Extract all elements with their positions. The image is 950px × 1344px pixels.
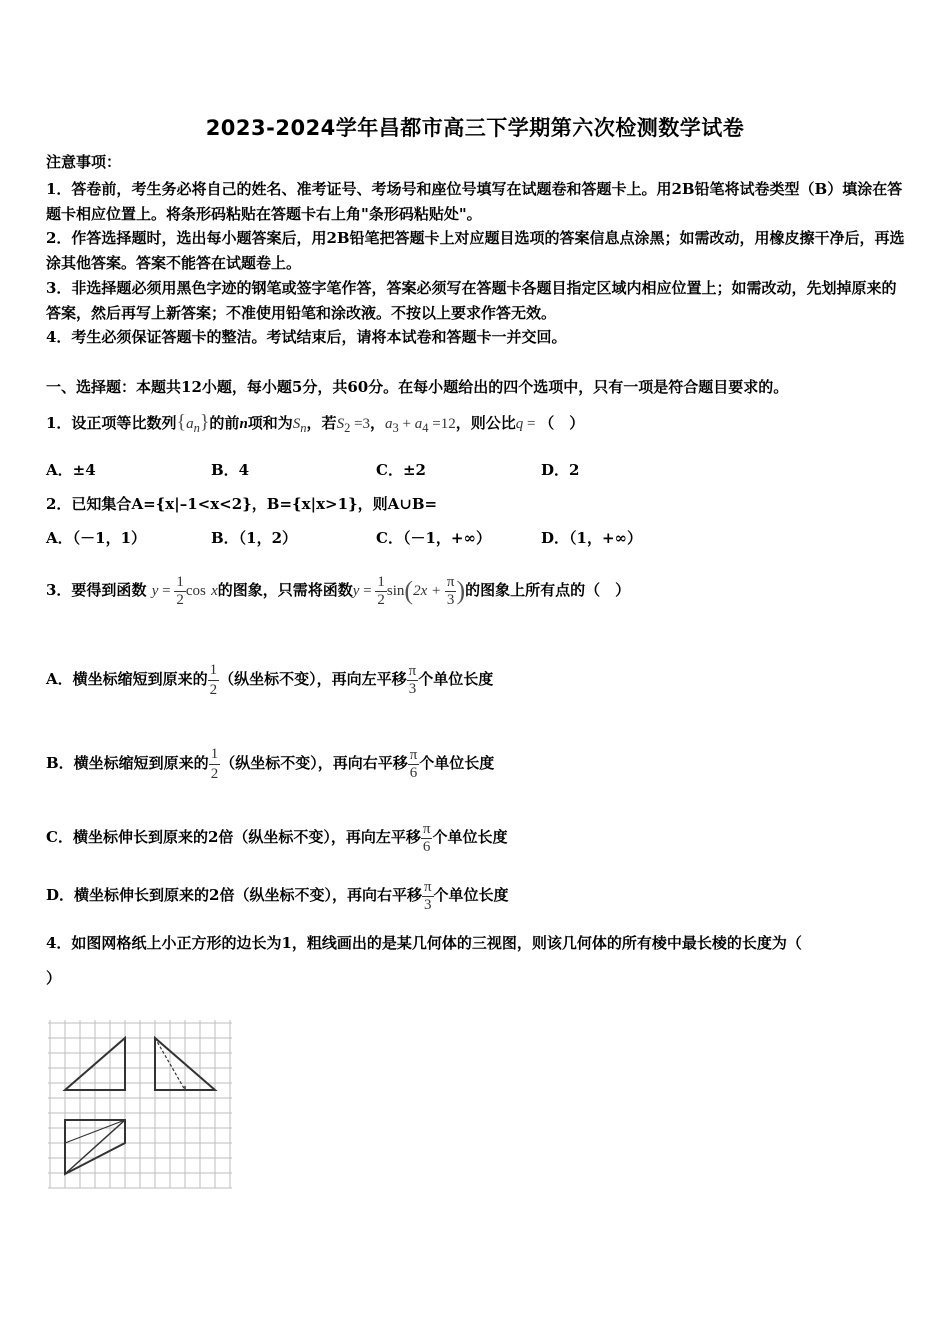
q1-q: q bbox=[515, 416, 524, 432]
q3-d-shift-den: 3 bbox=[423, 896, 432, 913]
q3-f1-eq: = bbox=[158, 583, 175, 599]
left-brace-icon: { bbox=[176, 411, 187, 433]
page-title: 2023-2024学年昌都市高三下学期第六次检测数学试卷 bbox=[205, 116, 745, 140]
q3-d-shift bbox=[422, 879, 434, 914]
section-heading: 一、选择题：本题共12小题，每小题5分，共60分。在每小题给出的四个选项中，只有一项是符合题目要求的。 bbox=[46, 378, 789, 396]
q1-plus: + bbox=[398, 416, 415, 432]
q1-cond1-sub: 2 bbox=[344, 421, 351, 435]
q3-f2-pi: π bbox=[446, 573, 455, 590]
right-paren-icon: ) bbox=[456, 576, 466, 605]
q1-tail: （ ） bbox=[539, 414, 585, 432]
q3-b-frac-den: 2 bbox=[210, 765, 219, 782]
q2-option-d[interactable]: D．（1，+∞） bbox=[541, 529, 643, 547]
q2-option-c[interactable]: C．（－1，+∞） bbox=[376, 529, 491, 547]
q3-c-shift bbox=[421, 821, 433, 856]
q2-option-a[interactable]: A．（－1，1） bbox=[46, 529, 147, 547]
three-view-figure bbox=[46, 1014, 236, 1194]
notice-item-3: 3．非选择题必须用黑色字迹的钢笔或签字笔作答，答案必须写在答题卡各题目指定区域内相应位置上；如需改动，先划掉原来的答案，然后再写上新答案；不准使用铅笔和涂改液。不按以上要求作答无效。 bbox=[46, 279, 897, 322]
question-3 bbox=[46, 570, 630, 611]
q3-f1-num: 1 bbox=[176, 573, 184, 590]
q3-a-shift-num: π bbox=[408, 662, 417, 679]
q1-seq: a bbox=[186, 416, 194, 432]
q3-f2-arg: 2x + bbox=[413, 583, 445, 599]
q3-b-mid: （纵坐标不变），再向右平移 bbox=[220, 754, 408, 772]
q3-f2-pden: 3 bbox=[446, 591, 455, 608]
q3-f2-den: 2 bbox=[377, 591, 385, 608]
q3-f2-y: y bbox=[352, 583, 360, 599]
q1-mid3: ，若 bbox=[306, 414, 337, 432]
q3-option-d[interactable] bbox=[46, 873, 509, 917]
q3-f1-fn: cos bbox=[185, 583, 206, 599]
q3-b-shift bbox=[408, 747, 420, 782]
q3-c-shift-den: 6 bbox=[422, 838, 431, 855]
q3-f2-fn: sin bbox=[386, 583, 405, 599]
q3-option-c[interactable] bbox=[46, 815, 507, 859]
q1-option-a[interactable]: A．±4 bbox=[46, 461, 96, 479]
q1-cond2a-sub: 3 bbox=[392, 421, 399, 435]
notice-item-4: 4．考生必须保证答题卡的整洁。考试结束后，请将本试卷和答题卡一并交回。 bbox=[46, 328, 567, 346]
q3-f1-x: x bbox=[211, 583, 218, 599]
question-2: 2．已知集合A={x|–1<x<2}，B={x|x>1}，则A∪B= bbox=[46, 495, 438, 513]
q2-option-b[interactable]: B．（1，2） bbox=[211, 529, 298, 547]
q3-b-shift-num: π bbox=[409, 746, 418, 763]
q3-f2-frac bbox=[375, 574, 387, 609]
q3-f2-eq: = bbox=[359, 583, 376, 599]
q3-a-mid: （纵坐标不变），再向左平移 bbox=[219, 670, 407, 688]
q3-b-tail: 个单位长度 bbox=[419, 754, 495, 772]
q1-n: n bbox=[239, 416, 248, 432]
q3-b-shift-den: 6 bbox=[409, 764, 418, 781]
q1-option-b[interactable]: B．4 bbox=[211, 461, 250, 479]
left-paren-icon: ( bbox=[404, 576, 414, 605]
q1-option-c[interactable]: C．±2 bbox=[376, 461, 426, 479]
q1-cond2b: a bbox=[414, 416, 423, 432]
q3-d-shift-num: π bbox=[423, 878, 432, 895]
q3-a-label: A．横坐标缩短到原来的 bbox=[46, 670, 208, 688]
q3-a-tail: 个单位长度 bbox=[418, 670, 494, 688]
grid-lines bbox=[48, 1020, 232, 1188]
q3-d-tail: 个单位长度 bbox=[433, 886, 509, 904]
q1-mid5: ，则公比 bbox=[455, 414, 516, 432]
q3-tail: 的图象上所有点的（ ） bbox=[465, 581, 631, 599]
q1-cond2a: a bbox=[385, 416, 393, 432]
question-1 bbox=[46, 412, 584, 438]
q3-d-label: D．横坐标伸长到原来的2倍（纵坐标不变），再向右平移 bbox=[46, 886, 422, 904]
q3-f1-y: y bbox=[151, 583, 159, 599]
q3-c-shift-num: π bbox=[422, 820, 431, 837]
q3-a-shift-den: 3 bbox=[408, 680, 417, 697]
q3-a-frac-num: 1 bbox=[208, 661, 220, 681]
q3-f1-frac bbox=[174, 574, 186, 609]
q1-cond2-rest: =12 bbox=[428, 416, 456, 432]
q3-a-shift bbox=[407, 663, 419, 698]
q1-mid1: 的前 bbox=[209, 414, 240, 432]
q1-seq-sub: n bbox=[193, 421, 200, 435]
q1-prefix: 1．设正项等比数列 bbox=[46, 414, 177, 432]
q1-cond2b-sub: 4 bbox=[422, 421, 429, 435]
q1-mid2: 项和为 bbox=[247, 414, 293, 432]
q3-prefix: 3．要得到函数 bbox=[46, 581, 147, 599]
q3-c-tail: 个单位长度 bbox=[432, 828, 508, 846]
question-4-cont: ） bbox=[46, 969, 62, 987]
q3-f2-pi-frac bbox=[445, 574, 457, 609]
q3-option-a[interactable] bbox=[46, 650, 493, 708]
notice-item-1: 1．答卷前，考生务必将自己的姓名、准考证号、考场号和座位号填写在试题卷和答题卡上。用2B铅笔将试卷类型（B）填涂在答题卡相应位置上。将条形码粘贴在答题卡右上角"条形码粘贴处"。 bbox=[46, 180, 903, 223]
q3-c-label: C．横坐标伸长到原来的2倍（纵坐标不变），再向左平移 bbox=[46, 828, 421, 846]
q3-a-frac-den: 2 bbox=[209, 681, 218, 698]
notice-item-2: 2．作答选择题时，选出每小题答案后，用2B铅笔把答题卡上对应题目选项的答案信息点涂黑；如需改动，用橡皮擦干净后，再选涂其他答案。答案不能答在试题卷上。 bbox=[46, 229, 905, 272]
q3-b-label: B．横坐标缩短到原来的 bbox=[46, 754, 209, 772]
q1-cond1-rest: =3 bbox=[350, 416, 371, 432]
q1-eq: = bbox=[523, 416, 540, 432]
q3-mid: 的图象，只需将函数 bbox=[217, 581, 353, 599]
q3-option-b[interactable] bbox=[46, 734, 494, 792]
q3-f2-num: 1 bbox=[377, 573, 385, 590]
q1-cond1: S bbox=[336, 416, 345, 432]
q3-a-frac bbox=[208, 661, 220, 700]
right-brace-icon: } bbox=[199, 411, 210, 433]
q1-mid4: ， bbox=[370, 414, 386, 432]
q1-S: S bbox=[292, 416, 301, 432]
q3-b-frac-num: 1 bbox=[209, 745, 221, 765]
q1-option-d[interactable]: D．2 bbox=[541, 461, 580, 479]
q3-b-frac bbox=[209, 745, 221, 784]
notice-heading: 注意事项： bbox=[46, 153, 122, 171]
q1-S-sub: n bbox=[300, 421, 307, 435]
question-4: 4．如图网格纸上小正方形的边长为1，粗线画出的是某几何体的三视图，则该几何体的所有棱中最长棱的长度为（ bbox=[46, 934, 802, 952]
q3-f1-den: 2 bbox=[176, 591, 184, 608]
